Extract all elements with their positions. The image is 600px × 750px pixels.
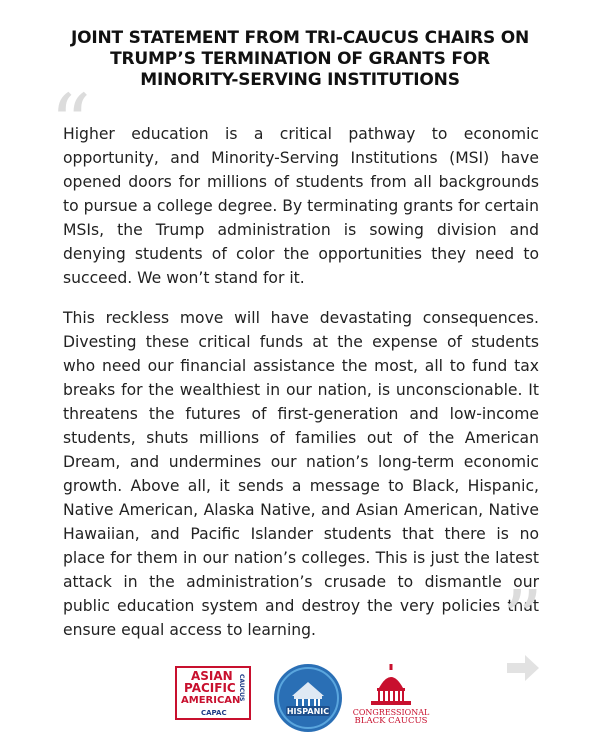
chc-logo-text: HISPANIC (286, 707, 330, 716)
chc-logo (272, 662, 344, 734)
page-title (40, 28, 560, 91)
title-line-2: TRUMP’S TERMINATION OF GRANTS FOR (110, 49, 490, 69)
capac-line-acronym: CAPAC (201, 709, 227, 717)
capac-side-caucus: CAUCUS (238, 674, 245, 702)
open-quote-icon: “ (50, 77, 91, 170)
capac-line-american: AMERICAN (181, 695, 241, 706)
caucus-logos (0, 662, 600, 732)
title-line-1: JOINT STATEMENT FROM TRI-CAUCUS CHAIRS ON (70, 28, 529, 48)
capac-line-asian: ASIAN (191, 669, 233, 683)
close-quote-icon: ” (502, 573, 543, 666)
capitol-dome-icon (369, 664, 413, 706)
statement-paragraph-1: Higher education is a critical pathway to economic opportunity, and Minority-Serving Institutions (MSI) have opened doors for millions of students from all backgrounds to pursue a college degree. By terminating grants for certain MSIs, the Trump administration is sowing division and denying students of color the opportunities they need to succeed. We won’t stand for it. (63, 125, 539, 287)
statement-paragraph-2: This reckless move will have devastating consequences. Divesting these critical funds at the expense of students who need our financial assistance the most, all to fund tax breaks for the wealthiest in our nation, is unconscionable. It threatens the futures of first-generation and low-income students, shuts millions of families out of the American Dream, and undermines our nation’s long-term economic growth. Above all, it sends a message to Black, Hispanic, Native American, Alaska Native, and Asian American, Native Hawaiian, and Pacific Islander students that there is no place for them in our nation’s colleges. This is just the latest attack in the administration’s crusade to dismantle our public education system and destroy the very policies that ensure equal access to learning. (63, 309, 539, 639)
capac-line-pacific: PACIFIC (184, 681, 236, 695)
cbc-line-1: CONGRESSIONAL (352, 708, 430, 717)
cbc-line-2: BLACK CAUCUS (354, 716, 428, 726)
cbc-logo (352, 662, 430, 734)
capac-logo (175, 666, 251, 720)
title-line-3: MINORITY-SERVING INSTITUTIONS (140, 70, 460, 90)
